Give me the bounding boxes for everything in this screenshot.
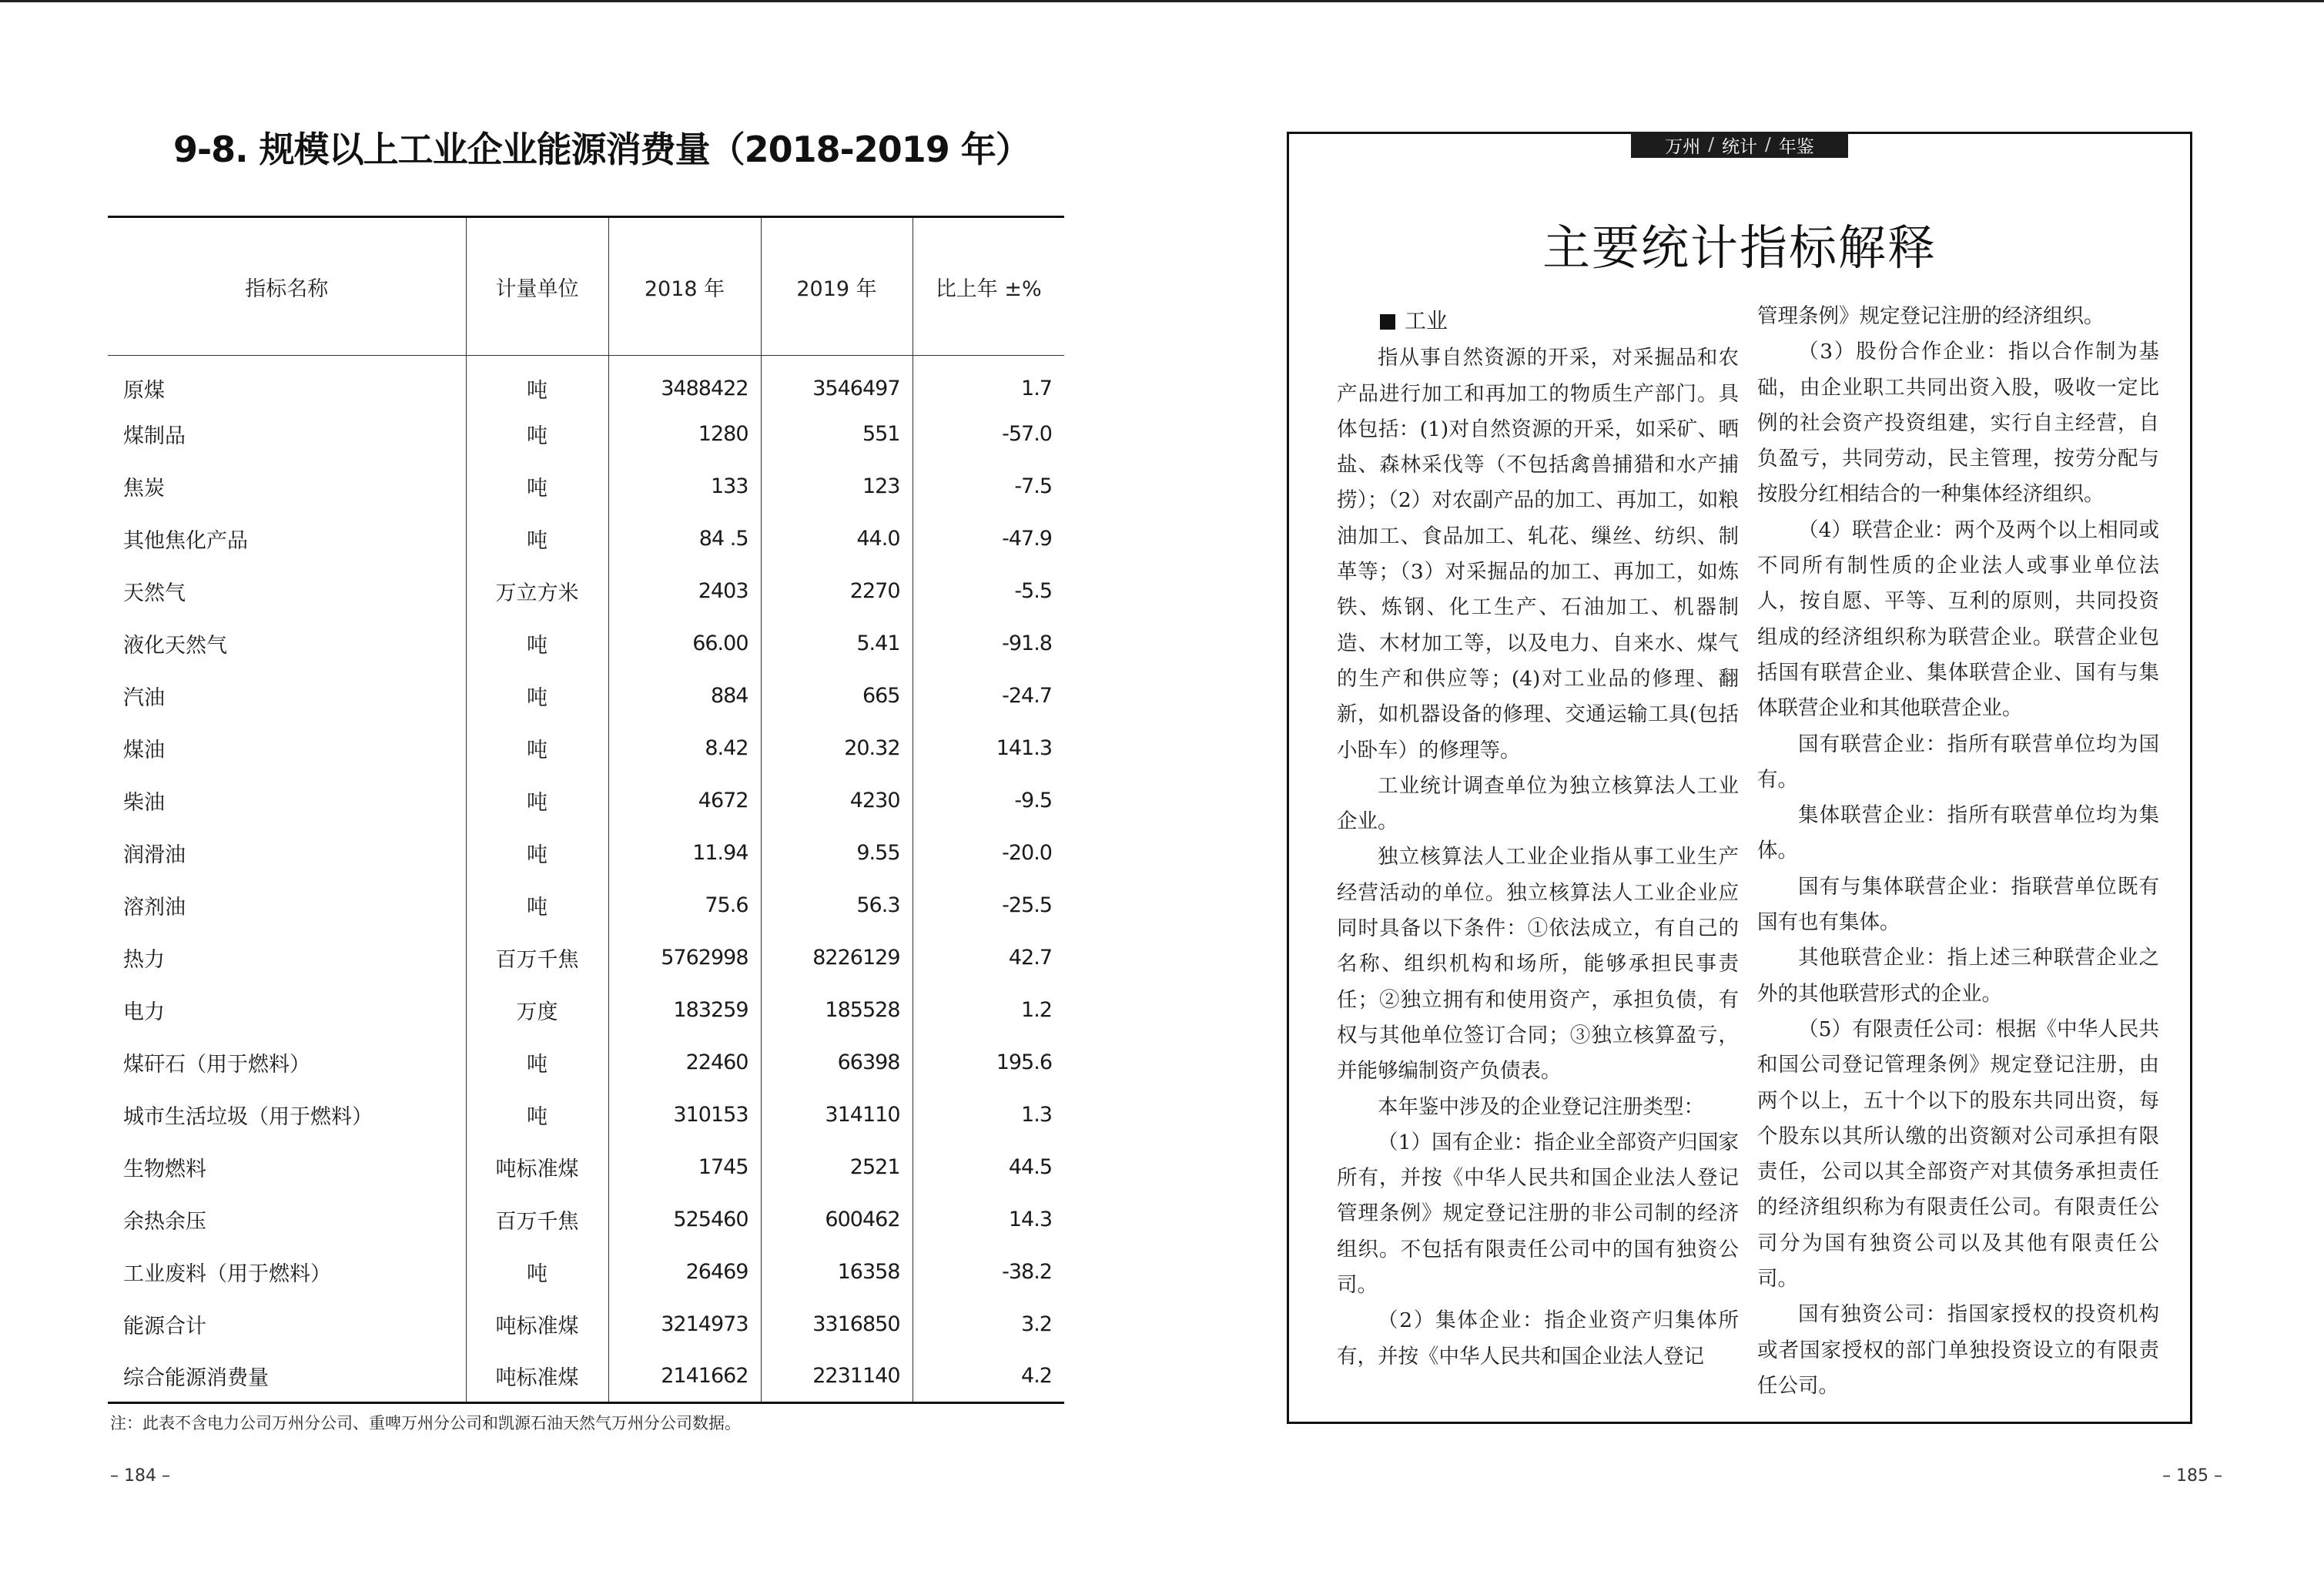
value-2018-cell: 5762998	[608, 932, 761, 984]
table-row	[108, 513, 1064, 565]
change-percent-cell: 141.3	[913, 722, 1064, 775]
change-percent-cell: -5.5	[913, 565, 1064, 618]
definition-paragraph: 国有与集体联营企业：指联营单位既有国有也有集体。	[1757, 874, 2159, 935]
change-percent-cell: 14.3	[913, 1194, 1064, 1246]
change-percent-cell: 1.7	[913, 356, 1064, 408]
value-2018-cell: 22460	[608, 1037, 761, 1089]
definition-paragraph: 本年鉴中涉及的企业登记注册类型：	[1378, 1094, 1704, 1119]
indicator-name-cell: 原煤	[123, 379, 165, 404]
change-percent-cell: -47.9	[913, 513, 1064, 565]
definition-paragraph: 集体联营企业：指所有联营单位均为集体。	[1757, 803, 2159, 863]
unit-cell: 吨	[466, 1037, 608, 1089]
indicator-name-cell: 生物燃料	[123, 1157, 206, 1181]
value-2019-cell: 551	[761, 408, 913, 461]
value-2018-cell: 133	[608, 461, 761, 513]
value-2018-cell: 525460	[608, 1194, 761, 1246]
change-percent-cell: -20.0	[913, 827, 1064, 879]
value-2019-cell: 8226129	[761, 932, 913, 984]
indicator-name-cell: 煤油	[123, 739, 165, 762]
definitions-frame	[1287, 132, 2192, 1424]
unit-cell: 万度	[466, 984, 608, 1037]
tab-word-wanzhou: 万州	[1665, 136, 1701, 157]
value-2019-cell: 5.41	[761, 618, 913, 670]
unit-cell: 吨	[466, 356, 608, 408]
table-row	[108, 827, 1064, 879]
page-number-left: – 184 –	[110, 1466, 170, 1486]
header-2018: 2018 年	[608, 217, 761, 356]
change-percent-cell: -25.5	[913, 879, 1064, 932]
page-number-right: – 185 –	[2162, 1466, 2222, 1486]
value-2019-cell: 314110	[761, 1089, 913, 1141]
table-row	[108, 670, 1064, 722]
value-2018-cell: 884	[608, 670, 761, 722]
table-row	[108, 356, 1064, 408]
definition-paragraph: 指从事自然资源的开采，对采掘品和农产品进行加工和再加工的物质生产部门。具体包括：(1)对自然资源的开采，如采矿、晒盐、森林采伐等（不包括禽兽捕猎和水产捕捞）；（2）对农副产品的加工、再加工，如粮油加工、食品加工、轧花、缫丝、纺织、制革等；（3）对采掘品的加工、再加工，如炼铁、炼钢、化工生产、石油加工、机器制造、木材加工等，以及电力、自来水、煤气的生产和供应等；(4)对工业品的修理、翻新，如机器设备的修理、交通运输工具(包括小卧车）的修理等。	[1337, 346, 1739, 762]
value-2019-cell: 4230	[761, 775, 913, 827]
indicator-name-cell: 液化天然气	[123, 634, 227, 658]
change-percent-cell: -24.7	[913, 670, 1064, 722]
definition-paragraph: （1）国有企业：指企业全部资产归国家所有，并按《中华人民共和国企业法人登记管理条例》规定登记注册的非公司制的经济组织。不包括有限责任公司中的国有独资公司。	[1337, 1130, 1739, 1298]
unit-cell: 吨	[466, 408, 608, 461]
value-2018-cell: 183259	[608, 984, 761, 1037]
indicator-name-cell: 工业废料（用于燃料）	[123, 1262, 331, 1286]
table-row	[108, 408, 1064, 461]
indicator-name-cell: 综合能源消费量	[108, 1351, 466, 1403]
unit-cell: 吨	[466, 775, 608, 827]
value-2019-cell: 44.0	[761, 513, 913, 565]
indicator-name-cell: 柴油	[123, 791, 165, 815]
change-percent-cell: 195.6	[913, 1037, 1064, 1089]
value-2018-cell: 84 .5	[608, 513, 761, 565]
unit-cell: 吨标准煤	[466, 1141, 608, 1194]
indicator-name-cell: 溶剂油	[123, 896, 186, 920]
value-2019-cell: 3316850	[761, 1298, 913, 1351]
indicator-name-cell: 煤矸石（用于燃料）	[123, 1053, 310, 1077]
definition-paragraph: 独立核算法人工业企业指从事工业生产经营活动的单位。独立核算法人工业企业应同时具备以下条件：①依法成立，有自己的名称、组织机构和场所，能够承担民事责任；②独立拥有和使用资产，承担负债，有权与其他单位签订合同；③独立核算盈亏，并能够编制资产负债表。	[1337, 845, 1739, 1084]
value-2018-cell: 1745	[608, 1141, 761, 1194]
paragraph-continuation: 管理条例》规定登记注册的经济组织。	[1757, 304, 2105, 328]
value-2019-cell: 600462	[761, 1194, 913, 1246]
unit-cell: 吨	[466, 461, 608, 513]
value-2018-cell: 3214973	[608, 1298, 761, 1351]
value-2019-cell: 9.55	[761, 827, 913, 879]
change-percent-cell: 4.2	[913, 1351, 1064, 1403]
value-2019-cell: 3546497	[761, 356, 913, 408]
value-2019-cell: 66398	[761, 1037, 913, 1089]
value-2018-cell: 2141662	[608, 1351, 761, 1403]
definition-paragraph: 其他联营企业：指上述三种联营企业之外的其他联营形式的企业。	[1757, 946, 2159, 1006]
unit-cell: 吨标准煤	[466, 1298, 608, 1351]
value-2019-cell: 20.32	[761, 722, 913, 775]
unit-cell: 百万千焦	[466, 932, 608, 984]
indicator-name-cell: 焦炭	[123, 477, 165, 501]
energy-consumption-table	[108, 216, 1064, 1404]
definition-paragraph: （3）股份合作企业：指以合作制为基础，由企业职工共同出资入股，吸收一定比例的社会资产投资组建，实行自主经营，自负盈亏，共同劳动，民主管理，按劳分配与按股分红相结合的一种集体经济组织。	[1757, 340, 2159, 507]
table-row	[108, 775, 1064, 827]
indicator-name-cell: 天然气	[123, 581, 186, 605]
table-row	[108, 1351, 1064, 1403]
table-row	[108, 722, 1064, 775]
change-percent-cell: 1.3	[913, 1089, 1064, 1141]
value-2018-cell: 2403	[608, 565, 761, 618]
header-2019: 2019 年	[761, 217, 913, 356]
unit-cell: 吨	[466, 827, 608, 879]
header-unit: 计量单位	[466, 217, 608, 356]
value-2019-cell: 2521	[761, 1141, 913, 1194]
definitions-title: 主要统计指标解释	[1542, 219, 1937, 276]
unit-cell: 吨	[466, 618, 608, 670]
indicator-name-cell: 电力	[123, 1000, 165, 1024]
table-row	[108, 618, 1064, 670]
indicator-name-cell: 润滑油	[123, 843, 186, 867]
value-2019-cell: 185528	[761, 984, 913, 1037]
table-row	[108, 1141, 1064, 1194]
value-2018-cell: 1280	[608, 408, 761, 461]
tab-word-tongji: 统计	[1722, 136, 1757, 157]
square-bullet-icon	[1380, 314, 1395, 330]
table-footnote: 注：此表不含电力公司万州分公司、重啤万州分公司和凯源石油天然气万州分公司数据。	[110, 1414, 741, 1432]
value-2018-cell: 310153	[608, 1089, 761, 1141]
table-row	[108, 879, 1064, 932]
unit-cell: 百万千焦	[466, 1194, 608, 1246]
change-percent-cell: -57.0	[913, 408, 1064, 461]
value-2018-cell: 8.42	[608, 722, 761, 775]
unit-cell: 吨	[466, 513, 608, 565]
unit-cell: 吨	[466, 879, 608, 932]
indicator-name-cell: 能源合计	[123, 1315, 206, 1338]
definition-paragraph: （4）联营企业：两个及两个以上相同或不同所有制性质的企业法人或事业单位法人，按自愿、平等、互利的原则，共同投资组成的经济组织称为联营企业。联营企业包括国有联营企业、集体联营企业、国有与集体联营企业和其他联营企业。	[1757, 518, 2159, 721]
change-percent-cell: 42.7	[913, 932, 1064, 984]
change-percent-cell: -38.2	[913, 1246, 1064, 1298]
tab-separator: /	[1708, 135, 1714, 155]
change-percent-cell: -7.5	[913, 461, 1064, 513]
table-row	[108, 461, 1064, 513]
yearbook-tab	[1631, 132, 1848, 158]
definition-paragraph: 工业统计调查单位为独立核算法人工业企业。	[1337, 773, 1739, 834]
table-row	[108, 1089, 1064, 1141]
value-2019-cell: 56.3	[761, 879, 913, 932]
value-2018-cell: 11.94	[608, 827, 761, 879]
change-percent-cell: -9.5	[913, 775, 1064, 827]
table-row	[108, 932, 1064, 984]
table-row	[108, 1194, 1064, 1246]
tab-separator: /	[1765, 135, 1771, 155]
value-2018-cell: 75.6	[608, 879, 761, 932]
table-row	[108, 1246, 1064, 1298]
definition-paragraph: （5）有限责任公司：根据《中华人民共和国公司登记管理条例》规定登记注册，由两个以上，五十个以下的股东共同出资，每个股东以其所认缴的出资额对公司承担有限责任，公司以其全部资产对其债务承担责任的经济组织称为有限责任公司。有限责任公司分为国有独资公司以及其他有限责任公司。	[1757, 1017, 2159, 1292]
unit-cell: 吨	[466, 670, 608, 722]
definition-paragraph: 国有联营企业：指所有联营单位均为国有。	[1757, 732, 2159, 792]
change-percent-cell: 44.5	[913, 1141, 1064, 1194]
value-2019-cell: 2231140	[761, 1351, 913, 1403]
value-2018-cell: 4672	[608, 775, 761, 827]
table-row	[108, 1037, 1064, 1089]
table-row	[108, 565, 1064, 618]
unit-cell: 万立方米	[466, 565, 608, 618]
value-2019-cell: 16358	[761, 1246, 913, 1298]
header-indicator-name: 指标名称	[108, 217, 466, 356]
definition-paragraph: 国有独资公司：指国家授权的投资机构或者国家授权的部门单独投资设立的有限责任公司。	[1757, 1302, 2159, 1398]
definition-paragraph: （2）集体企业：指企业资产归集体所有，并按《中华人民共和国企业法人登记	[1337, 1308, 1739, 1369]
tab-word-nianjian: 年鉴	[1778, 136, 1814, 157]
definitions-column-right	[1757, 299, 2159, 1404]
indicator-name-cell: 煤制品	[123, 424, 186, 448]
table-header-row	[108, 217, 1064, 356]
indicator-name-cell: 余热余压	[123, 1210, 206, 1234]
value-2018-cell: 3488422	[608, 356, 761, 408]
value-2019-cell: 123	[761, 461, 913, 513]
change-percent-cell: 3.2	[913, 1298, 1064, 1351]
section-heading	[1337, 303, 1739, 339]
table-row	[108, 984, 1064, 1037]
unit-cell: 吨	[466, 722, 608, 775]
unit-cell: 吨标准煤	[466, 1351, 608, 1403]
definitions-column-left	[1337, 303, 1739, 1375]
change-percent-cell: 1.2	[913, 984, 1064, 1037]
value-2018-cell: 66.00	[608, 618, 761, 670]
table-row	[108, 1298, 1064, 1351]
indicator-name-cell: 城市生活垃圾（用于燃料）	[123, 1105, 373, 1129]
top-border-line	[0, 0, 2324, 2]
change-percent-cell: -91.8	[913, 618, 1064, 670]
section-heading-text: 工业	[1405, 308, 1448, 333]
value-2018-cell: 26469	[608, 1246, 761, 1298]
indicator-name-cell: 热力	[123, 948, 165, 972]
indicator-name-cell: 其他焦化产品	[123, 529, 248, 553]
value-2019-cell: 2270	[761, 565, 913, 618]
header-change-percent: 比上年 ±%	[913, 217, 1064, 356]
value-2019-cell: 665	[761, 670, 913, 722]
unit-cell: 吨	[466, 1246, 608, 1298]
unit-cell: 吨	[466, 1089, 608, 1141]
indicator-name-cell: 汽油	[123, 686, 165, 710]
table-title: 9-8. 规模以上工业企业能源消费量（2018-2019 年）	[173, 129, 1030, 170]
